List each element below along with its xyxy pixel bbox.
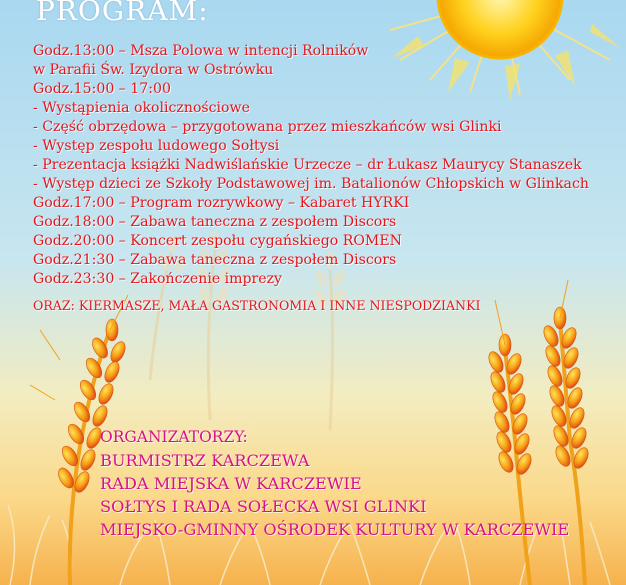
organizer-name: BURMISTRZ KARCZEWA <box>100 451 310 470</box>
organizer-name: MIEJSKO-GMINNY OŚRODEK KULTURY W KARCZEWIE <box>100 520 570 539</box>
program-item: Godz.18:00 – Zabawa taneczna z zespołem Discors <box>33 214 397 230</box>
program-item: Godz.20:00 – Koncert zespołu cygańskiego ROMEN <box>33 233 402 249</box>
organizer-name: RADA MIEJSKA W KARCZEWIE <box>100 474 362 493</box>
program-item: Godz.15:00 – 17:00 <box>33 81 171 97</box>
program-item: Godz.21:30 – Zabawa taneczna z zespołem Discors <box>33 252 397 268</box>
program-item: Godz.17:00 – Program rozrywkowy – Kabaret HYRKI <box>33 195 410 211</box>
program-item: - Prezentacja książki Nadwiślańskie Urzecze – dr Łukasz Maurycy Stanaszek <box>33 157 582 173</box>
program-title: PROGRAM: <box>36 0 209 27</box>
organizer-name: SOŁTYS I RADA SOŁECKA WSI GLINKI <box>100 497 427 516</box>
program-item: Godz.23:30 – Zakończenie imprezy <box>33 271 283 287</box>
organizers-heading: ORGANIZATORZY: <box>100 428 248 446</box>
program-item: Godz.13:00 – Msza Polowa w intencji Rolników <box>33 43 369 59</box>
program-item: - Występ dzieci ze Szkoły Podstawowej im. Batalionów Chłopskich w Glinkach <box>33 176 589 192</box>
program-item: - Część obrzędowa – przygotowana przez mieszkańców wsi Glinki <box>33 119 502 135</box>
organizers-list <box>100 426 569 541</box>
program-item: - Występ zespołu ludowego Sołtysi <box>33 138 280 154</box>
program-list <box>33 42 613 289</box>
program-item: - Wystąpienia okolicznościowe <box>33 100 250 116</box>
extra-attractions: ORAZ: KIERMASZE, MAŁA GASTRONOMIA I INNE NIESPODZIANKI <box>33 298 481 313</box>
program-item: w Parafii Św. Izydora w Ostrówku <box>33 62 274 78</box>
